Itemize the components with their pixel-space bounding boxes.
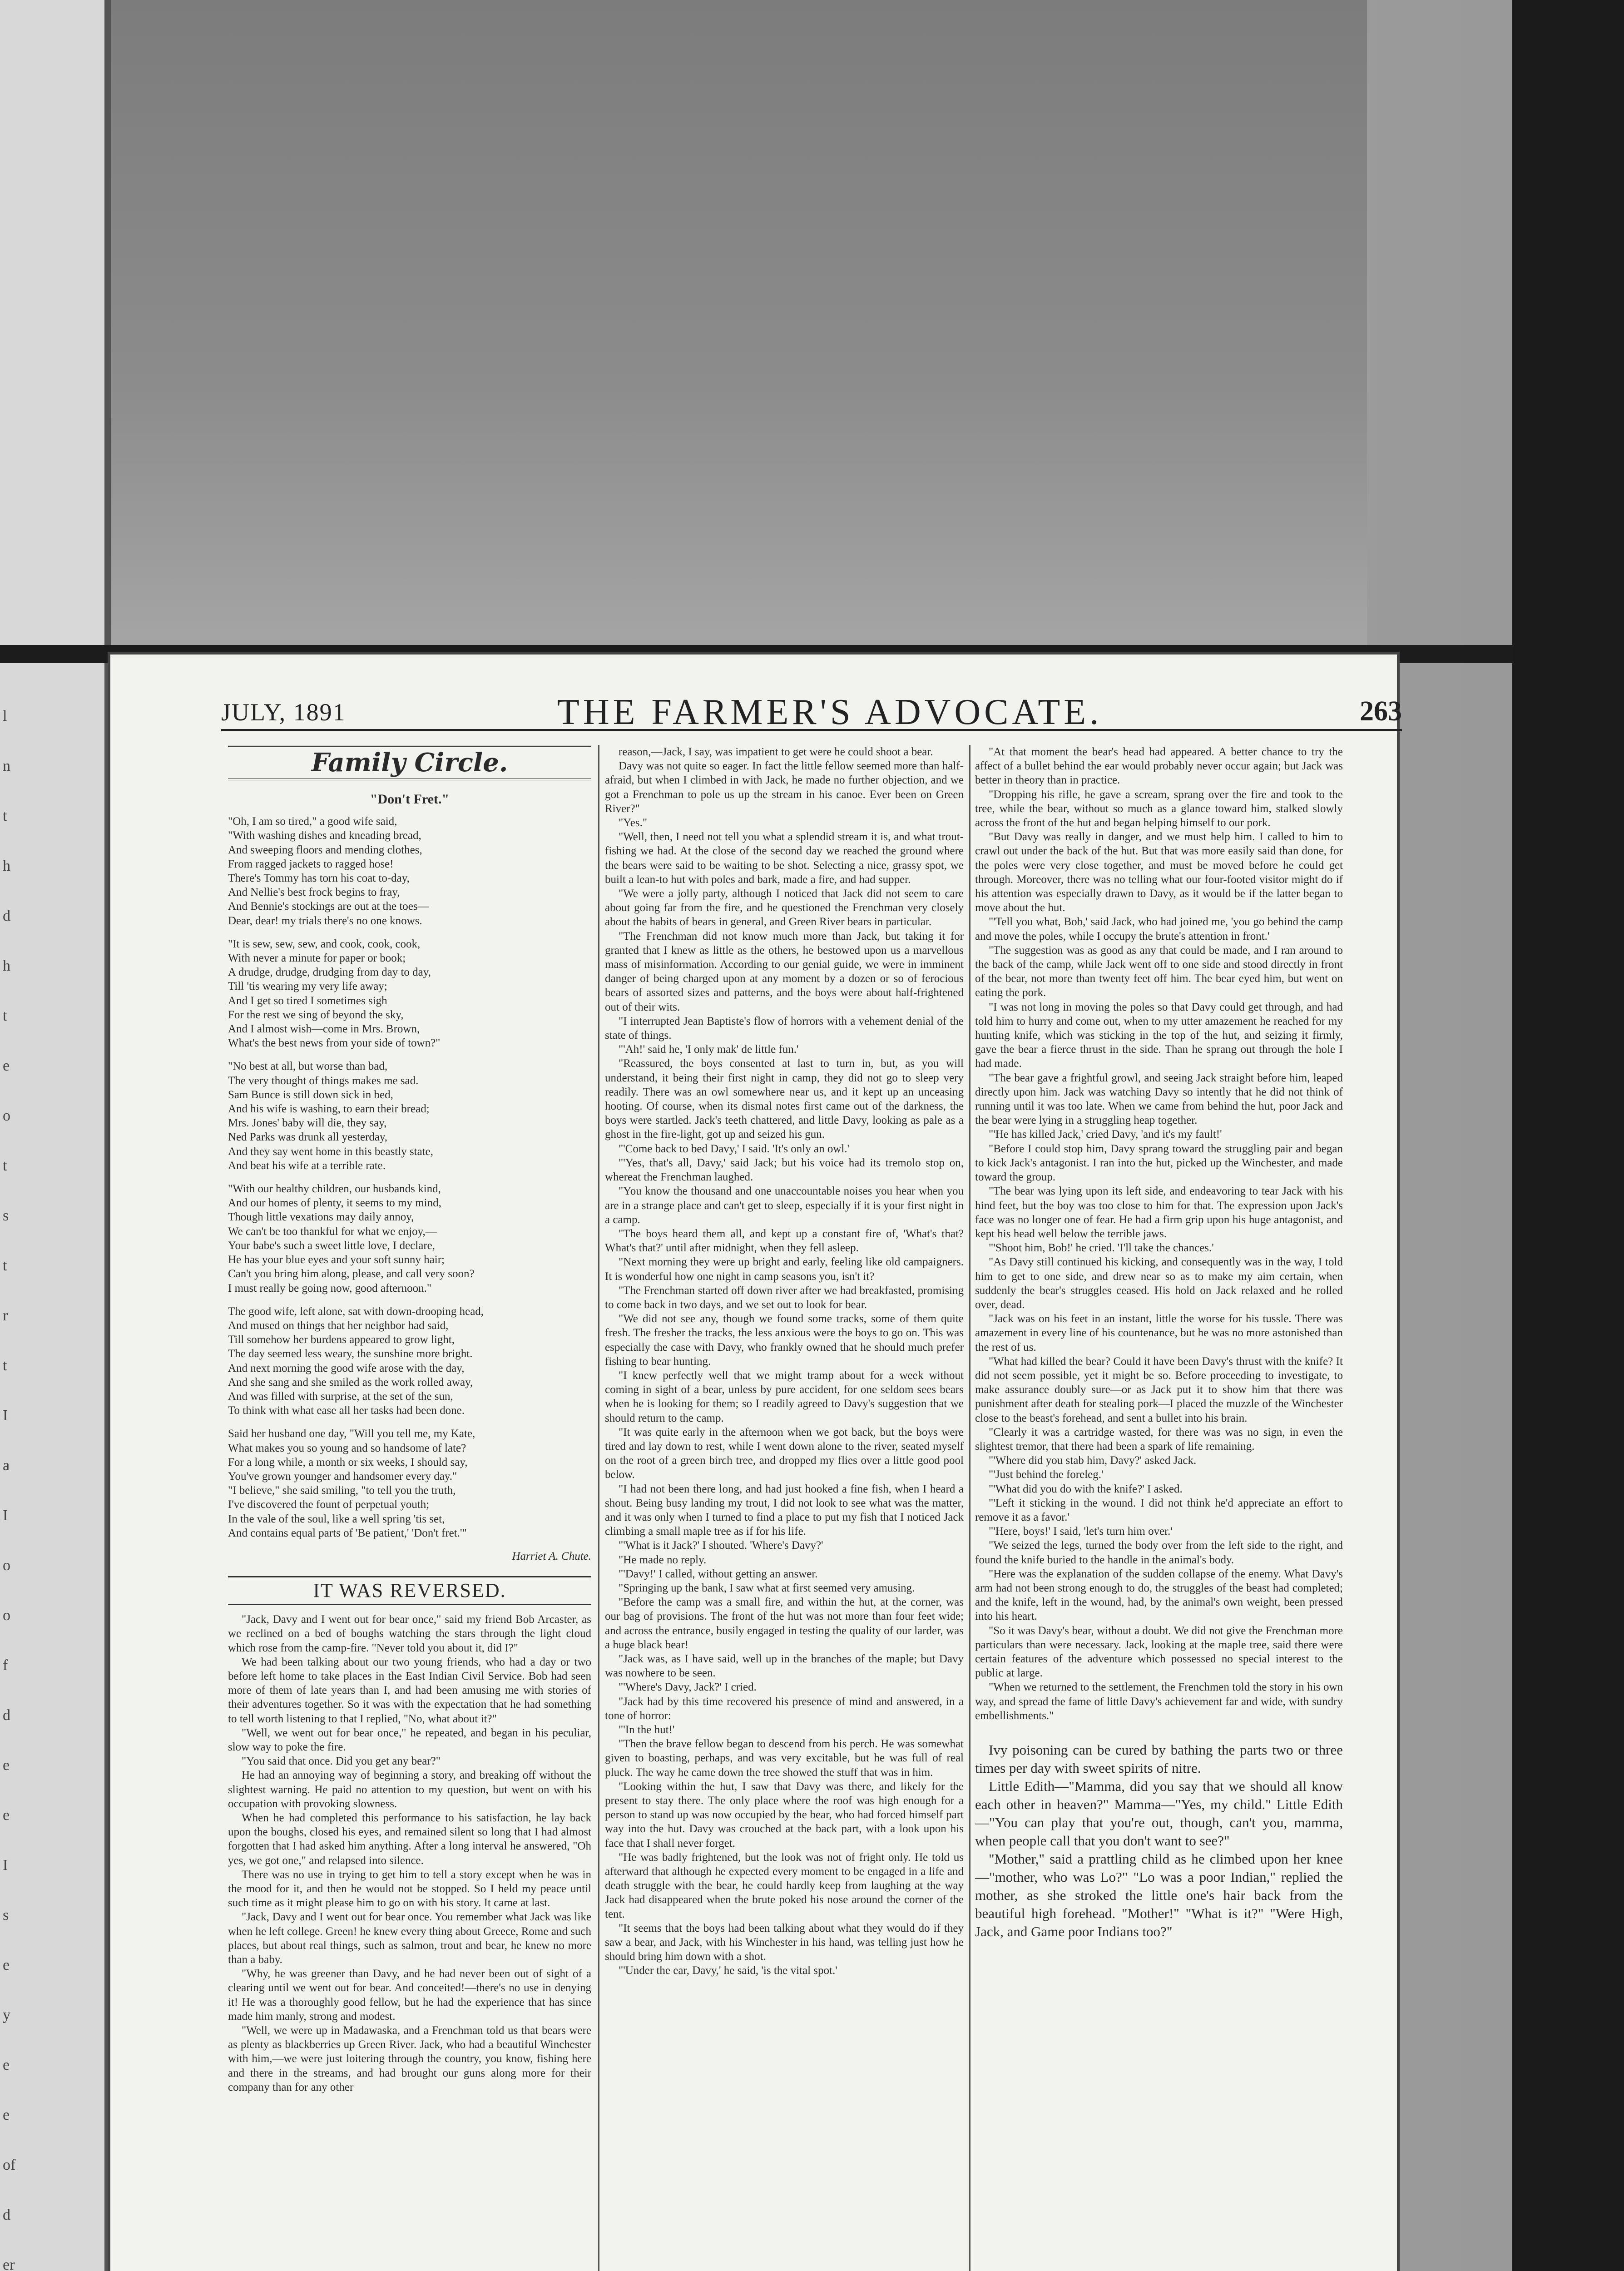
margin-fragment: o xyxy=(3,1557,10,1574)
story-paragraph: "'He has killed Jack,' cried Davy, 'and it's my fault!' xyxy=(989,1128,1222,1141)
poem-line: Till somehow her burdens appeared to grow light, xyxy=(228,1334,455,1346)
story-paragraph: "'Ah!' said he, 'I only mak' de little fun.' xyxy=(619,1043,799,1056)
story-paragraph: "It seems that the boys had been talking about what they would do if they saw a bear, and Jack, with his Winchester in his hand, was telling just how he should bring him down with a shot. xyxy=(605,1922,964,1963)
margin-fragment: a xyxy=(3,1457,10,1474)
poem-line: Said her husband one day, "Will you tell me, my Kate, xyxy=(228,1428,475,1440)
margin-fragment: er xyxy=(3,2256,15,2271)
poem-line: And contains equal parts of 'Be patient,' 'Don't fret.'" xyxy=(228,1527,467,1539)
story-paragraph: "Before I could stop him, Davy sprang toward the struggling pair and began to kick Jack's antagonist. I ran into the hut, picked up the Winchester, and made toward the group. xyxy=(975,1142,1343,1184)
poem-line: "It is sew, sew, sew, and cook, cook, cook, xyxy=(228,937,421,950)
story-paragraph: "'Tell you what, Bob,' said Jack, who had joined me, 'you go behind the camp and move the poles, while I occupy the brute's attention in front.' xyxy=(975,916,1343,942)
margin-fragment: h xyxy=(3,858,10,874)
poem-line: Can't you bring him along, please, and call very soon? xyxy=(228,1268,475,1280)
poem-stanza xyxy=(228,1059,591,1173)
poem-stanza xyxy=(228,1304,591,1418)
story-paragraph: "The Frenchman did not know much more than Jack, but taking it for granted that I knew as little as the others, he bestowed upon us a marvellous mass of misinformation. According to our genial guide, we were in imminent danger of being charged upon at any moment by a dozen or so of ferocious bears of assorted sizes and patterns, and the boys were about half-frightened out of their wits. xyxy=(605,930,964,1013)
poem-stanza xyxy=(228,814,591,928)
story-paragraph: "You know the thousand and one unaccountable noises you hear when you are in a strange place and can't get to sleep, especially if it is your first night in a camp. xyxy=(605,1185,964,1226)
poem-line: The good wife, left alone, sat with down-drooping head, xyxy=(228,1305,484,1318)
story-paragraph: "'Yes, that's all, Davy,' said Jack; but his voice had its tremolo stop on, whereat the Frenchman laughed. xyxy=(605,1156,964,1184)
poem-line: I must really be going now, good afternoon." xyxy=(228,1282,432,1294)
story-paragraph: "The Frenchman started off down river after we had breakfasted, promising to come back in two days, and we set out to look for bear. xyxy=(605,1284,964,1311)
story-paragraph: "It was quite early in the afternoon when we got back, but the boys were tired and lay down to rest, while I went down alone to the river, seated myself on the root of a green birch tree, and dropped my flies over a little good pool below. xyxy=(605,1426,964,1481)
story-title: IT WAS REVERSED. xyxy=(228,1576,591,1605)
poem-line: And I get so tired I sometimes sigh xyxy=(228,994,387,1007)
page-header xyxy=(221,688,1402,731)
margin-fragment: t xyxy=(3,1357,7,1374)
story-paragraph: "The bear was lying upon its left side, and endeavoring to tear Jack with his hind feet, but the boy was too close to him for that. The expression upon Jack's face was no longer one of fear. He had a firm grip upon his huge antagonist, and kept his head well below the terrible jaws. xyxy=(975,1185,1343,1240)
margin-fragment: d xyxy=(3,1707,10,1724)
story-paragraph: "Jack had by this time recovered his presence of mind and answered, in a tone of horror: xyxy=(605,1695,964,1722)
poem-line: There's Tommy has torn his coat to-day, xyxy=(228,872,410,885)
story-paragraph: "'In the hut!' xyxy=(619,1724,675,1736)
story-paragraph: "I knew perfectly well that we might tramp about for a week without coming in sight of a bear, unless by pure accident, for one seldom sees bears when he is looking for them; so I readily agreed to Davy's suggestion that we should return to the camp. xyxy=(605,1369,964,1424)
story-paragraph: "Yes." xyxy=(619,817,648,829)
poem-body xyxy=(228,814,591,1540)
poem-line: Till 'tis wearing my very life away; xyxy=(228,980,387,993)
margin-fragment: r xyxy=(3,1307,8,1324)
story-paragraph: "Well, then, I need not tell you what a splendid stream it is, and what trout-fishing we had. At the close of the second day we reached the ground where the bears were said to be waiting to be shot. Selecting a nice, grassy spot, we built a lean-to hut with poles and bark, made a fire, and had supper. xyxy=(605,831,964,886)
story-paragraph: "Looking within the hut, I saw that Davy was there, and likely for the present to stay there. The only place where the roof was high enough for a person to stand up was now occupied by the bear, who had forced himself part way into the hut. Davy was crouched at the back part, with a look upon his face that I shall never forget. xyxy=(605,1780,964,1850)
story-paragraph: "I had not been there long, and had just hooked a fine fish, when I heard a shout. Being busy landing my trout, I did not look to see what was the matter, and it was only when I turned to find a place to put my fish that I noticed Jack climbing a small maple tree as if for his life. xyxy=(605,1483,964,1538)
poem-line: Your babe's such a sweet little love, I declare, xyxy=(228,1239,435,1252)
scanner-edge xyxy=(1512,0,1624,2271)
poem-signature: Harriet A. Chute. xyxy=(512,1550,591,1562)
story-paragraph: "The suggestion was as good as any that could be made, and I ran around to the back of the camp, while Jack went off to one side and stood directly in front of the bear, not more than twenty feet off him. The bear eyed him, but went on eating the pork. xyxy=(975,944,1343,999)
story-paragraph: "'Where's Davy, Jack?' I cried. xyxy=(619,1681,757,1694)
poem-line: And I almost wish—come in Mrs. Brown, xyxy=(228,1023,420,1036)
story-paragraph: "But Davy was really in danger, and we must help him. I called to him to crawl out under the back of the hut. But that was more easily said than done, for the poles were very close together, and must be moved before he could get through. Moreover, there was no telling what our four-footed visitor might do if his attention was especially drawn to Davy, as it would be if the latter began to move about the hut. xyxy=(975,831,1343,914)
story-paragraph: When he had completed this performance to his satisfaction, he lay back upon the boughs, closed his eyes, and remained silent so long that I had almost forgotten that I had asked him anything. After a long interval he answered, "Oh yes, we got one," and relapsed into silence. xyxy=(228,1812,591,1867)
poem-line: Ned Parks was drunk all yesterday, xyxy=(228,1131,388,1144)
margin-fragment: s xyxy=(3,1207,9,1224)
margin-fragment: I xyxy=(3,1407,8,1424)
poem-line: A drudge, drudge, drudging from day to day, xyxy=(228,966,431,979)
story-paragraph: "'What is it Jack?' I shouted. 'Where's Davy?' xyxy=(619,1539,823,1552)
poem-line: The day seemed less weary, the sunshine more bright. xyxy=(228,1348,473,1360)
story-paragraph: "'Left it sticking in the wound. I did not think he'd appreciate an effort to remove it as a favor.' xyxy=(975,1497,1343,1523)
margin-fragment: y xyxy=(3,2007,10,2023)
margin-fragment: d xyxy=(3,907,10,924)
story-paragraph: "Next morning they were up bright and early, feeling like old campaigners. It is wonderful how one night in camp seasons you, isn't it? xyxy=(605,1256,964,1283)
margin-fragment: t xyxy=(3,1257,7,1274)
miscellany-ivy: Ivy poisoning can be cured by bathing the parts two or three times per day with sweet spirits of nitre. xyxy=(975,1742,1343,1776)
story-paragraph: "What had killed the bear? Could it have been Davy's thrust with the knife? It did not seem possible, yet it might be so. Before proceeding to investigate, to make assurance doubly sure—or as Jack put it to show him that there was punishment after death for stealing pork—I placed the muzzle of the Winchester close to the beast's forehead, and sent a bullet into his brain. xyxy=(975,1355,1343,1424)
story-paragraph: "The bear gave a frightful growl, and seeing Jack straight before him, leaped directly upon him. Jack was watching Davy so intently that he did not think of running until it was too late. When we came from behind the hut, poor Jack and the bear were lying in a struggling heap together. xyxy=(975,1071,1343,1127)
poem-line: And Bennie's stockings are out at the toes— xyxy=(228,900,429,913)
poem-stanza xyxy=(228,1427,591,1540)
poem-line: And was filled with surprise, at the set of the sun, xyxy=(228,1390,453,1403)
margin-fragment: e xyxy=(3,1057,10,1074)
margin-fragment: t xyxy=(3,808,7,824)
story-paragraph: "Clearly it was a cartridge wasted, for there was was no sign, in even the slightest tremor, that there had been a spark of life remaining. xyxy=(975,1426,1343,1453)
column-rule xyxy=(598,745,599,2271)
poem-line: Sam Bunce is still down sick in bed, xyxy=(228,1088,393,1101)
poem-line: "No best at all, but worse than bad, xyxy=(228,1060,388,1073)
story-paragraph: We had been talking about our two young friends, who had a day or two before left home to take places in the East Indian Civil Service. Bob had seen more of them of late years than I, and had been amusing me with stories of their adventures together. So it was with the expectation that he had something to tell worth listening to that I replied, "No, what about it?" xyxy=(228,1656,591,1725)
story-part-1 xyxy=(228,1612,591,2094)
story-paragraph: Davy was not quite so eager. In fact the little fellow seemed more than half-afraid, but when I climbed in with Jack, he made no further objection, and we got a Frenchman to pole us up the stream in his canoe. Ever been on Green River?" xyxy=(605,760,964,815)
poem-line: And Nellie's best frock begins to fray, xyxy=(228,886,400,899)
poem-line: We can't be too thankful for what we enjoy,— xyxy=(228,1225,437,1238)
poem-line: And beat his wife at a terrible rate. xyxy=(228,1159,386,1172)
margin-fragment: l xyxy=(3,708,7,724)
miscellany-mother: "Mother," said a prattling child as he climbed upon her knee—"mother, who was Lo?" "Lo was a poor Indian," replied the mother, as she stroked the little one's hair back from the beautiful high forehead. "Mother!" "What is it?" "Were High, Jack, and Game poor Indians too?" xyxy=(975,1851,1343,1940)
section-title: Family Circle. xyxy=(228,745,591,780)
story-paragraph: "Here was the explanation of the sudden collapse of the enemy. What Davy's arm had not been strong enough to do, the struggles of the beast had completed; and the knife, left in the wound, had, by the animal's own weight, been pressed into his heart. xyxy=(975,1567,1343,1623)
poem-line: For the rest we sing of beyond the sky, xyxy=(228,1008,404,1021)
margin-fragment: e xyxy=(3,1807,10,1824)
poem-line: What makes you so young and so handsome of late? xyxy=(228,1442,466,1454)
margin-fragment: e xyxy=(3,1957,10,1973)
poem-line: "With our healthy children, our husbands kind, xyxy=(228,1183,441,1195)
poem-line: For a long while, a month or six weeks, I should say, xyxy=(228,1456,468,1468)
margin-fragment: t xyxy=(3,1157,7,1174)
poem-line: The very thought of things makes me sad. xyxy=(228,1074,419,1087)
poem-line: And next morning the good wife arose with the day, xyxy=(228,1362,465,1374)
column-3 xyxy=(975,745,1343,2271)
story-paragraph: "We did not see any, though we found some tracks, some of them quite fresh. The fresher the tracks, the less anxious were the boys to go on. This was especially the case with Davy, who frankly owned that he should much prefer fishing to bear hunting. xyxy=(605,1313,964,1368)
story-paragraph: "At that moment the bear's head had appeared. A better chance to try the affect of a bullet behind the ear would probably never occur again; but Jack was better in theory than in practice. xyxy=(975,746,1343,787)
column-rule xyxy=(969,745,970,2271)
margin-fragment: o xyxy=(3,1607,10,1624)
margin-fragment: e xyxy=(3,2107,10,2123)
story-paragraph: He had an annoying way of beginning a story, and breaking off without the slightest warning. He paid no attention to my question, but went on with his occupation with provoking slowness. xyxy=(228,1769,591,1810)
poem-line: With never a minute for paper or book; xyxy=(228,952,406,965)
poem-line: And sweeping floors and mending clothes, xyxy=(228,843,422,856)
margin-fragment: f xyxy=(3,1657,8,1674)
poem-stanza xyxy=(228,937,591,1051)
margin-fragment: I xyxy=(3,1857,8,1874)
miscellany-edith: Little Edith—"Mamma, did you say that we should all know each other in heaven?" Mamma—"Yes, my child." Little Edith—"You can play that you're out, though, can't you, mamma, when people call that you don't want to see?" xyxy=(975,1778,1343,1849)
poem-line: "I believe," she said smiling, "to tell you the truth, xyxy=(228,1484,456,1497)
poem-line: And our homes of plenty, it seems to my mind, xyxy=(228,1197,441,1210)
masthead: THE FARMER'S ADVOCATE. xyxy=(557,692,1103,732)
story-paragraph: "I interrupted Jean Baptiste's flow of horrors with a vehement denial of the state of things. xyxy=(605,1015,964,1042)
margin-fragment: n xyxy=(3,758,10,774)
poem-line: You've grown younger and handsomer every day." xyxy=(228,1470,457,1483)
poem-line: And she sang and she smiled as the work rolled away, xyxy=(228,1376,473,1388)
poem-line: What's the best news from your side of town?" xyxy=(228,1037,441,1050)
story-paragraph: "As Davy still continued his kicking, and consequently was in the way, I told him to get to one side, and drew near so as to make my aim certain, when suddenly the bear's struggles ceased. His hold on Jack relaxed and he rolled over, dead. xyxy=(975,1256,1343,1311)
story-paragraph: "Well, we went out for bear once," he repeated, and began in his peculiar, slow way to poke the fire. xyxy=(228,1726,591,1753)
issue-date: JULY, 1891 xyxy=(221,699,346,726)
story-paragraph: "He made no reply. xyxy=(619,1553,707,1566)
story-paragraph: "'Come back to bed Davy,' I said. 'It's only an owl.' xyxy=(619,1142,850,1155)
story-paragraph: "The boys heard them all, and kept up a constant fire of, 'What's that? What's that?' until after midnight, when they fell asleep. xyxy=(605,1227,964,1255)
overlapping-sheet xyxy=(104,0,1367,645)
story-paragraph: "'Here, boys!' I said, 'let's turn him over.' xyxy=(989,1525,1173,1538)
poem-title: "Don't Fret." xyxy=(370,792,450,807)
poem-line: To think with what ease all her tasks had been done. xyxy=(228,1404,465,1417)
margin-fragment: t xyxy=(3,1007,7,1024)
poem-line: I've discovered the fount of perpetual youth; xyxy=(228,1498,430,1511)
story-paragraph: "'Just behind the foreleg.' xyxy=(989,1468,1104,1481)
story-paragraph: "'Where did you stab him, Davy?' asked Jack. xyxy=(989,1454,1197,1467)
story-paragraph: "We seized the legs, turned the body over from the left side to the right, and found the knife buried to the handle in the animal's body. xyxy=(975,1539,1343,1566)
story-paragraph: "He was badly frightened, but the look was not of fright only. He told us afterward that although he expected every moment to be engaged in a life and death struggle with the bear, he could hardly keep from laughing at the way Jack had disappeared when the brute poked his nose around the corner of the tent. xyxy=(605,1851,964,1920)
story-paragraph: "Jack, Davy and I went out for bear once," said my friend Bob Arcaster, as we reclined on a bed of boughs watching the stars through the light cloud which rose from the camp-fire. "Never told you about it, did I?" xyxy=(228,1613,591,1654)
poem-stanza xyxy=(228,1182,591,1295)
margin-fragment: I xyxy=(3,1507,8,1524)
poem-line: From ragged jackets to ragged hose! xyxy=(228,858,394,870)
margin-fragment: e xyxy=(3,1757,10,1774)
poem-line: Dear, dear! my trials there's no one knows. xyxy=(228,914,422,927)
poem-line: In the vale of the soul, like a well spring 'tis set, xyxy=(228,1512,445,1525)
story-paragraph: reason,—Jack, I say, was impatient to get were he could shoot a bear. xyxy=(619,746,933,758)
column-2 xyxy=(605,745,964,2271)
story-paragraph: "Reassured, the boys consented at last to turn in, but, as you will understand, it being their first night in camp, they did not go to sleep very readily. There was an owl somewhere near us, and it kept up an unceasing hooting. Of course, when its dismal notes first came out of the darkness, the boys were startled. Jack's teeth chattered, and little Davy, looking as pale as a ghost in the fire-light, got up and seized his gun. xyxy=(605,1057,964,1141)
story-paragraph: "Dropping his rifle, he gave a scream, sprang over the fire and took to the tree, while the bear, without so much as a glance toward him, stalked slowly across the front of the hut and began helping himself to our pork. xyxy=(975,788,1343,829)
story-part-3 xyxy=(975,745,1343,1723)
story-paragraph: "Springing up the bank, I saw what at first seemed very amusing. xyxy=(619,1582,915,1594)
poem-line: Mrs. Jones' baby will die, they say, xyxy=(228,1117,387,1130)
story-paragraph: "Then the brave fellow began to descend from his perch. He was somewhat given to boasting, perhaps, and was very excitable, but he was full of real pluck. The way he came down the tree showed the stuff that was in him. xyxy=(605,1738,964,1779)
story-paragraph: "When we returned to the settlement, the Frenchmen told the story in his own way, and spread the fame of little Davy's achievement far and wide, with sundry embellishments." xyxy=(975,1681,1343,1722)
poem-line: He has your blue eyes and your soft sunny hair; xyxy=(228,1254,445,1266)
margin-fragment: s xyxy=(3,1907,9,1924)
margin-fragment: o xyxy=(3,1107,10,1124)
story-paragraph: There was no use in trying to get him to tell a story except when he was in the mood for it, and then he would not be stopped. So I held my peace until such time as it might please him to go on with his story. It came at last. xyxy=(228,1868,591,1909)
poem-line: And they say went home in this beastly state, xyxy=(228,1145,434,1158)
story-paragraph: "You said that once. Did you get any bear?" xyxy=(242,1755,441,1768)
newspaper-page xyxy=(108,652,1400,2271)
story-paragraph: "'What did you do with the knife?' I asked. xyxy=(989,1483,1183,1495)
story-paragraph: "'Under the ear, Davy,' he said, 'is the vital spot.' xyxy=(619,1964,837,1977)
story-paragraph: "So it was Davy's bear, without a doubt. We did not give the Frenchman more particulars than were necessary. Jack, looking at the maple tree, said there were certain features of the adventure which possessed no special interest to the public at large. xyxy=(975,1624,1343,1680)
story-paragraph: "Jack, Davy and I went out for bear once. You remember what Jack was like when he left college. Green! he knew every thing about Greece, Rome and such places, but about real things, such as salmon, trout and bear, he knew no more than a baby. xyxy=(228,1911,591,1966)
margin-fragment: d xyxy=(3,2207,10,2223)
story-paragraph: "'Shoot him, Bob!' he cried. 'I'll take the chances.' xyxy=(989,1242,1214,1255)
column-1 xyxy=(228,745,591,2271)
margin-fragment: e xyxy=(3,2057,10,2073)
poem-line: "Oh, I am so tired," a good wife said, xyxy=(228,815,397,828)
poem-line: And mused on things that her neighbor had said, xyxy=(228,1319,449,1332)
poem-line: Though little vexations may daily annoy, xyxy=(228,1211,414,1224)
margin-fragment: h xyxy=(3,957,10,974)
story-paragraph: "'Davy!' I called, without getting an answer. xyxy=(619,1567,818,1580)
story-paragraph: "Well, we were up in Madawaska, and a Frenchman told us that bears were as plenty as blackberries up Green River. Jack, who had a beautiful Winchester with him,—we were just loitering through the country, you know, fishing here and there in the streams, and had brought our guns along more for their company than for any other xyxy=(228,2024,591,2093)
adjacent-page-strip xyxy=(0,0,111,2271)
poem-line: "With washing dishes and kneading bread, xyxy=(228,829,421,842)
margin-fragment: of xyxy=(3,2157,16,2173)
story-paragraph: "Why, he was greener than Davy, and he had never been out of sight of a clearing until we went out for bear. And conceited!—there's no use in denying it! He was a thoroughly good fellow, but he had the experience that has since made him manly, strong and modest. xyxy=(228,1968,591,2023)
story-paragraph: "I was not long in moving the poles so that Davy could get through, and had told him to hurry and come out, when to my utter amazement he reached for my hunting knife, which was sticking in the top of the hut, and seizing it firmly, gave the bear a fierce thrust in the side. Than he sprang out through the hole I had made. xyxy=(975,1001,1343,1070)
story-paragraph: "Jack was on his feet in an instant, little the worse for his tussle. There was amazement in every line of his countenance, but he was no more astonished than the rest of us. xyxy=(975,1313,1343,1354)
story-paragraph: "We were a jolly party, although I noticed that Jack did not seem to care about going far from the fire, and he questioned the Frenchman very closely about the habits of bears in general, and Green River bears in particular. xyxy=(605,888,964,928)
page-number: 263 xyxy=(1360,696,1402,727)
story-paragraph: "Before the camp was a small fire, and within the hut, at the corner, was our bag of provisions. The front of the hut was not more than four feet wide; and across the entrance, busily engaged in testing the quality of our larder, was a huge black bear! xyxy=(605,1596,964,1651)
poem-line: And his wife is washing, to earn their bread; xyxy=(228,1103,430,1116)
story-paragraph: "Jack was, as I have said, well up in the branches of the maple; but Davy was nowhere to be seen. xyxy=(605,1653,964,1680)
